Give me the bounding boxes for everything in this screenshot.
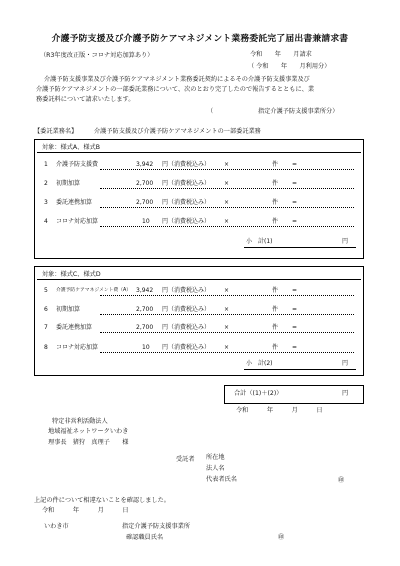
row-name: 介護予防支援費 [56,161,99,168]
subtotal-label: 小 計(1) [246,238,273,245]
row-times: × [224,218,230,225]
row-ken: 件 [272,180,279,187]
row-times: × [224,344,230,351]
row-price: 2,700 [136,199,154,206]
row-times: × [224,324,230,331]
row-name: 委託連携加算 [56,199,93,206]
contractor-corp: 法人名 [206,465,225,472]
addressee-line-1: 特定非営利活動法人 [52,418,108,425]
row-price: 2,700 [136,306,154,313]
dotted-line [100,188,354,189]
contractor-address: 所在地 [206,454,225,461]
row-price: 3,942 [136,161,154,168]
section-2-heading: 対象：様式C、様式D [42,271,101,278]
row-ken: 件 [272,344,279,351]
row-times: × [224,199,230,206]
document-title: 介護予防支援及び介護予防ケアマネジメント業務委託完了届出書兼請求書 [51,34,349,44]
row-price: 2,700 [136,324,154,331]
contractor-rep: 代表者氏名 [206,476,237,483]
subtotal-row [246,359,356,368]
table-row [44,323,360,332]
row-eq: = [292,306,298,313]
dotted-line [100,295,354,296]
row-ken: 件 [272,199,279,206]
row-unit: 円（消費税込み） [162,199,211,206]
row-name: コロナ対応加算 [56,344,99,351]
row-eq: = [292,218,298,225]
dotted-line [100,169,354,170]
subtotal-yen: 円 [342,360,349,367]
office-label: 指定介護予防支援事業所分） [258,108,339,115]
row-eq: = [292,180,298,187]
subtotal-row [246,237,356,246]
row-unit: 円（消費税込み） [162,180,211,187]
section-1-heading: 対象：様式A、様式B [42,144,100,151]
intro-line-2: 介護予防ケアマネジメントの一部委託業務について、次のとおり完了したので報告するとともに、業 [36,86,315,93]
dotted-line [100,352,354,353]
paren-open: （ [207,108,214,115]
row-ken: 件 [272,161,279,168]
seal-mark-2: ㊞ [278,534,285,541]
staff-label: 確認職員氏名 [126,534,164,541]
table-row [44,286,360,295]
city-name: いわき市 [44,523,69,530]
subtitle: （R3年度改正版・コロナ対応加算あり） [40,52,154,59]
subtotal-label: 小 計(2) [246,360,273,367]
row-price: 3,942 [136,287,154,294]
row-price: 10 [142,218,150,225]
addressee-line-3: 理事長 猪狩 真理子 様 [48,439,129,446]
row-no: 8 [44,344,48,351]
table-row [44,179,360,188]
row-no: 5 [44,287,48,294]
subtotal-underline [244,369,356,370]
subtotal-yen: 円 [342,238,349,245]
row-name: 介護予防ケアマネジメント費（A） [56,288,132,293]
section-1-divider [37,152,361,153]
total-yen: 円 [342,390,349,397]
row-unit: 円（消費税込み） [162,287,211,294]
row-no: 2 [44,180,48,187]
table-row [44,198,360,207]
table-row [44,160,360,169]
confirm-date: 令和 年 月 日 [42,507,129,514]
row-unit: 円（消費税込み） [162,161,211,168]
row-ken: 件 [272,218,279,225]
row-name: 初期加算 [56,180,81,187]
row-ken: 件 [272,324,279,331]
row-eq: = [292,344,298,351]
table-row [44,343,360,352]
intro-line-1: 介護予防支援事業及び介護予防ケアマネジメント業務委託契約によるその介護予防支援事業及び [44,76,310,83]
row-price: 2,700 [136,180,154,187]
confirm-text: 上記の件について相違ないことを確認しました。 [34,497,170,504]
usage-month: （ 令和 年 月利用分） [248,63,331,70]
billing-month: 令和 年 月請求 [250,51,312,58]
row-unit: 円（消費税込み） [162,218,211,225]
row-times: × [224,161,230,168]
row-name: コロナ対応加算 [56,218,99,225]
row-eq: = [292,324,298,331]
row-unit: 円（消費税込み） [162,306,211,313]
dotted-line [100,207,354,208]
row-ken: 件 [272,287,279,294]
commission-name: 介護予防支援及び介護予防ケアマネジメントの一部委託業務 [94,128,261,135]
row-times: × [224,287,230,294]
contractor-label: 受託者 [176,456,195,463]
row-times: × [224,306,230,313]
row-name: 委託連携加算 [56,324,93,331]
row-times: × [224,180,230,187]
table-row [44,305,360,314]
row-no: 3 [44,199,48,206]
addressee-line-2: 地域福祉ネットワークいわき [48,428,129,435]
row-price: 10 [142,344,150,351]
dotted-line [100,332,354,333]
row-unit: 円（消費税込み） [162,324,211,331]
intro-line-3: 務委託料について請求いたします。 [36,96,135,103]
commission-heading: 【委託業務名】 [34,128,78,135]
row-no: 4 [44,218,48,225]
row-eq: = [292,287,298,294]
section-2-divider [37,279,361,280]
total-label: 合計（(1)＋(2)） [234,390,283,397]
submission-date: 令和 年 月 日 [236,407,323,414]
row-eq: = [292,161,298,168]
center-label: 指定介護予防支援事業所 [122,523,191,530]
row-ken: 件 [272,306,279,313]
dotted-line [100,226,354,227]
row-no: 6 [44,306,48,313]
seal-mark: ㊞ [338,477,345,484]
row-no: 1 [44,161,48,168]
dotted-line [100,314,354,315]
row-eq: = [292,199,298,206]
subtotal-underline [244,247,356,248]
table-row [44,217,360,226]
row-unit: 円（消費税込み） [162,344,211,351]
row-name: 初期加算 [56,306,81,313]
row-no: 7 [44,324,48,331]
